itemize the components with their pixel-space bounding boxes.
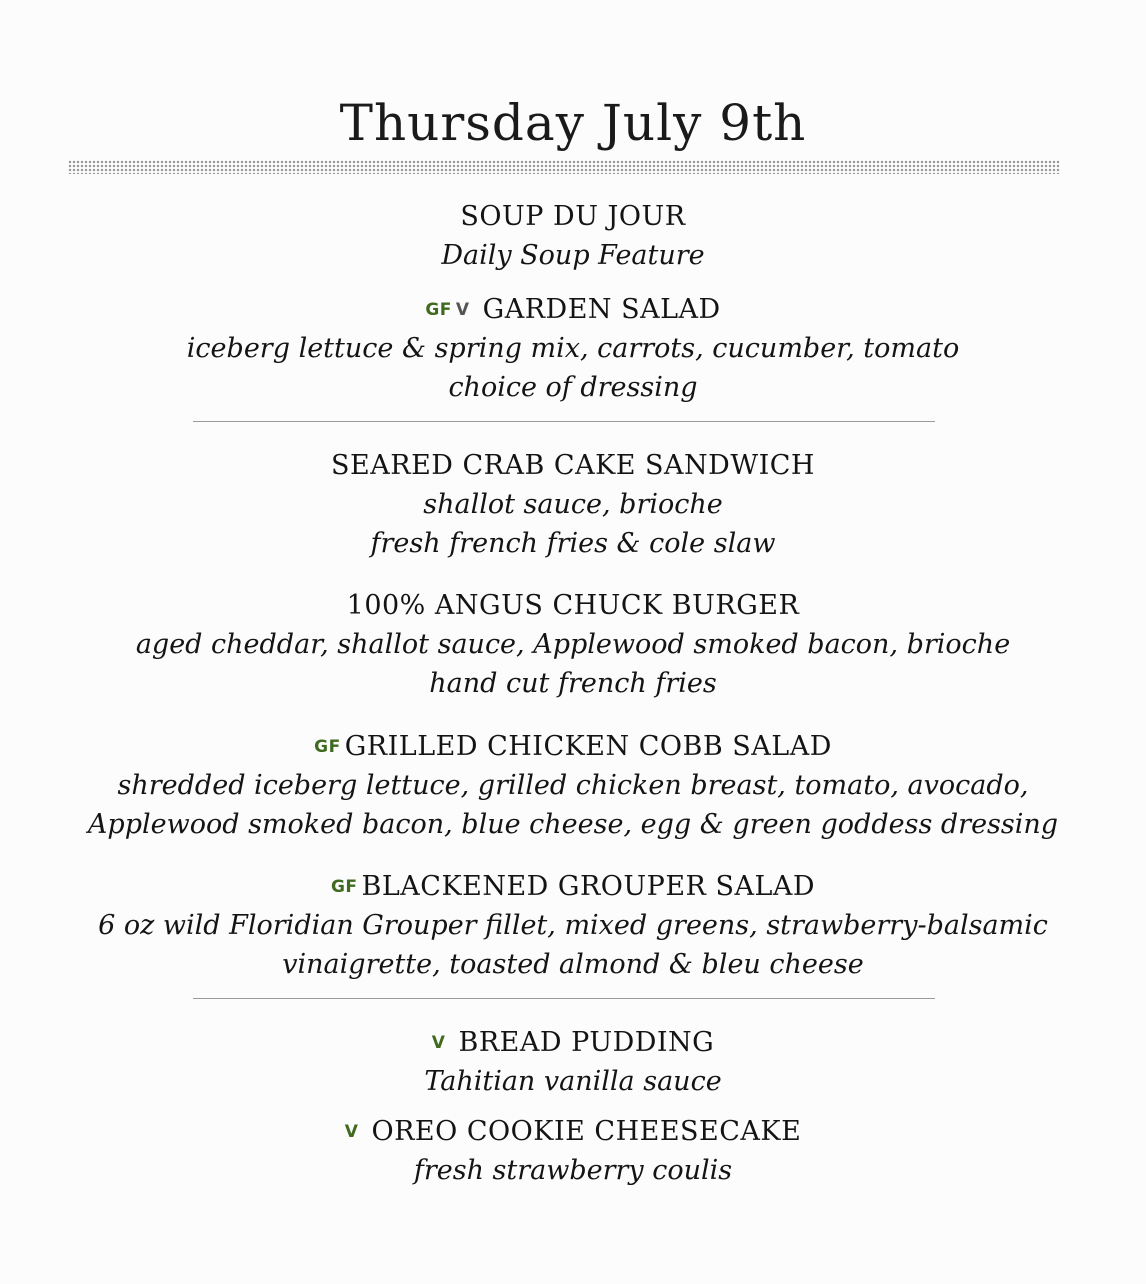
item-name: SEARED CRAB CAKE SANDWICH [331, 450, 815, 481]
item-name: GRILLED CHICKEN COBB SALAD [344, 731, 832, 762]
item-name-row [0, 868, 1146, 906]
item-description: shallot sauce, brioche [423, 489, 723, 520]
section-divider [193, 998, 935, 999]
item-description: Daily Soup Feature [441, 240, 705, 271]
dotted-divider [68, 160, 1060, 174]
item-description: shredded iceberg lettuce, grilled chicken breast, tomato, avocado, [117, 770, 1029, 801]
item-name-row [0, 291, 1146, 329]
gluten-free-tag: GF [425, 300, 452, 320]
menu-item-soup [0, 198, 1146, 275]
item-name: SOUP DU JOUR [460, 201, 686, 232]
item-description: choice of dressing [448, 372, 698, 403]
menu-item-grouper-salad [0, 868, 1146, 984]
item-name: BREAD PUDDING [458, 1027, 715, 1058]
item-description: fresh french fries & cole slaw [370, 528, 776, 559]
item-description: Applewood smoked bacon, blue cheese, egg & green goddess dressing [87, 809, 1059, 840]
vegetarian-tag: V [344, 1122, 359, 1142]
item-name: OREO COOKIE CHEESECAKE [371, 1116, 802, 1147]
item-name: GARDEN SALAD [482, 294, 721, 325]
item-name-row [0, 1024, 1146, 1062]
item-description: vinaigrette, toasted almond & bleu cheese [282, 949, 864, 980]
gluten-free-tag: GF [314, 737, 341, 757]
item-description: 6 oz wild Floridian Grouper fillet, mixed greens, strawberry-balsamic [98, 910, 1048, 941]
vegetarian-tag: V [455, 300, 470, 320]
item-description: fresh strawberry coulis [413, 1155, 733, 1186]
gluten-free-tag: GF [330, 877, 358, 897]
vegetarian-tag: V [431, 1033, 446, 1053]
section-divider [193, 421, 935, 422]
item-name-row [0, 728, 1146, 766]
menu-item-oreo-cheesecake [0, 1113, 1146, 1190]
item-description: iceberg lettuce & spring mix, carrots, cucumber, tomato [186, 333, 960, 364]
item-description: aged cheddar, shallot sauce, Applewood smoked bacon, brioche [135, 629, 1011, 660]
menu-title: Thursday July 9th [339, 94, 807, 152]
menu-item-garden-salad [0, 291, 1146, 407]
item-description: hand cut french fries [429, 668, 717, 699]
menu-item-bread-pudding [0, 1024, 1146, 1101]
item-description: Tahitian vanilla sauce [424, 1066, 722, 1097]
item-name: 100% ANGUS CHUCK BURGER [346, 590, 800, 621]
menu-item-cobb-salad [0, 728, 1146, 844]
item-name: BLACKENED GROUPER SALAD [361, 871, 816, 902]
menu-item-angus-burger [0, 587, 1146, 703]
item-name-row [0, 1113, 1146, 1151]
menu-item-crab-cake-sandwich [0, 447, 1146, 563]
